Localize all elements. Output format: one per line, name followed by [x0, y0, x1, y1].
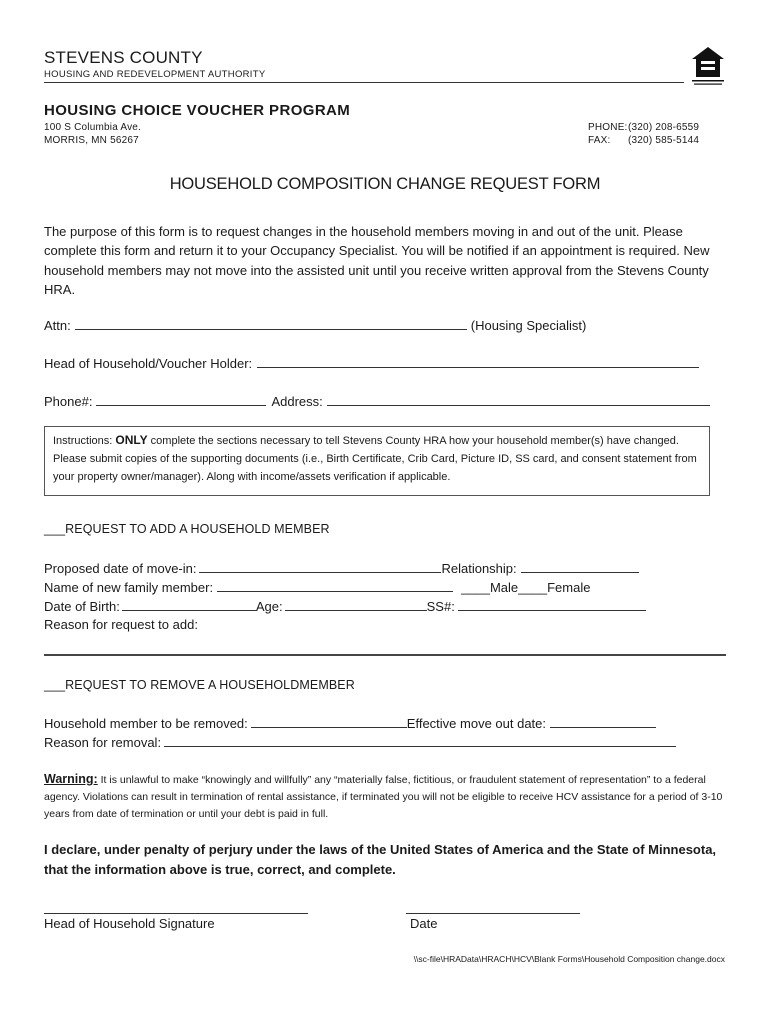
- contact-info: [588, 122, 699, 147]
- section-divider: [44, 654, 726, 656]
- remove-member-input[interactable]: [251, 715, 407, 728]
- instructions-label: Instructions:: [53, 435, 113, 447]
- mailing-address: [44, 122, 141, 147]
- relationship-label: Relationship:: [441, 561, 517, 576]
- phone-row: [588, 122, 699, 135]
- relationship-input[interactable]: [521, 560, 639, 573]
- add-member-heading: ___REQUEST TO ADD A HOUSEHOLD MEMBER: [44, 522, 330, 536]
- form-title: HOUSEHOLD COMPOSITION CHANGE REQUEST FORM: [169, 175, 601, 193]
- remove-reason-row: [44, 734, 676, 750]
- male-option[interactable]: ____Male: [461, 580, 519, 595]
- warning-paragraph: [44, 771, 734, 823]
- move-out-input[interactable]: [550, 715, 656, 728]
- attn-row: [44, 317, 586, 333]
- new-member-name-label: Name of new family member:: [44, 580, 214, 595]
- phone-value: (320) 208-6559: [628, 122, 700, 133]
- new-member-name-input[interactable]: [217, 579, 453, 592]
- address-input[interactable]: [327, 393, 710, 406]
- warning-label: Warning:: [44, 772, 98, 786]
- move-in-input[interactable]: [199, 560, 441, 573]
- remove-reason-label: Reason for removal:: [44, 735, 162, 750]
- address-line-2: MORRIS, MN 56267: [44, 134, 139, 146]
- agency-subtitle: HOUSING AND REDEVELOPMENT AUTHORITY: [44, 69, 266, 80]
- date-signature-line[interactable]: [406, 913, 580, 914]
- hoh-row: [44, 355, 699, 371]
- instructions-text: complete the sections necessary to tell Stevens County HRA how your household member(s) have changed. Please submit copies of the supporting documents (i.e., Birth Certificate, Crib Card, Picture ID, SS card, and consent statement from your property owner/manager). Along with income/assets verification if applicable.: [53, 435, 697, 483]
- header-divider: [44, 82, 684, 83]
- attn-label: Attn:: [44, 318, 71, 333]
- phone-label: PHONE:: [588, 122, 628, 133]
- fax-label: FAX:: [588, 134, 611, 146]
- hoh-input[interactable]: [257, 355, 699, 368]
- ss-input[interactable]: [458, 598, 646, 611]
- program-title: HOUSING CHOICE VOUCHER PROGRAM: [44, 102, 351, 119]
- dob-row: [44, 598, 646, 614]
- file-path-footer: \\sc-file\HRAData\HRACH\HCV\Blank Forms\Household Composition change.docx: [413, 954, 725, 964]
- add-reason-label: Reason for request to add:: [44, 617, 198, 632]
- equal-housing-opportunity-icon: [690, 45, 726, 87]
- instructions-box: [44, 426, 710, 496]
- instructions-only: ONLY: [115, 433, 148, 447]
- move-out-label: Effective move out date:: [406, 716, 547, 731]
- ss-label: SS#:: [426, 599, 455, 614]
- agency-name: STEVENS COUNTY: [44, 48, 203, 67]
- remove-member-row: [44, 715, 656, 731]
- move-in-label: Proposed date of move-in:: [44, 561, 197, 576]
- address-line-1: 100 S Columbia Ave.: [44, 122, 142, 133]
- age-label: Age:: [255, 599, 283, 614]
- phone-field-label: Phone#:: [44, 394, 93, 409]
- purpose-paragraph: The purpose of this form is to request changes in the household members moving in and out of the unit. Please complete this form and return it to your Occupancy Specialist. You will be notified if an appointment is required. New household members may not move into the assisted unit until you receive written approval from the Stevens County HRA.: [44, 224, 710, 297]
- fax-row: [588, 135, 699, 148]
- hoh-signature-line[interactable]: [44, 913, 308, 914]
- attn-input[interactable]: [75, 317, 467, 330]
- remove-member-heading: ___REQUEST TO REMOVE A HOUSEHOLDMEMBER: [44, 678, 355, 692]
- fax-value: (320) 585-5144: [628, 134, 700, 146]
- address-field-label: Address:: [271, 394, 323, 409]
- hoh-label: Head of Household/Voucher Holder:: [44, 356, 253, 371]
- phone-address-row: [44, 393, 710, 409]
- age-input[interactable]: [285, 598, 427, 611]
- perjury-declaration: I declare, under penalty of perjury under the laws of the United States of America and the State of Minnesota, that the information above is true, correct, and complete.: [44, 842, 717, 877]
- move-in-row: [44, 560, 639, 576]
- remove-reason-input[interactable]: [164, 734, 676, 747]
- date-label: Date: [410, 916, 438, 931]
- attn-suffix: (Housing Specialist): [470, 318, 587, 333]
- hoh-signature-label: Head of Household Signature: [44, 916, 215, 931]
- add-reason-row: [44, 617, 198, 632]
- phone-input[interactable]: [96, 393, 266, 406]
- warning-text: It is unlawful to make “knowingly and willfully” any “materially false, fictitious, or fraudulent statement of representation” to a federal agency. Violations can result in termination of rental assistance, if terminated you will not be eligible to receive HCV assistance for a period of 3-10 years from date of termination or until your debt is paid in full.: [44, 774, 723, 820]
- new-member-name-row: [44, 579, 590, 595]
- female-option[interactable]: ____Female: [518, 580, 591, 595]
- dob-input[interactable]: [122, 598, 256, 611]
- dob-label: Date of Birth:: [44, 599, 120, 614]
- remove-member-label: Household member to be removed:: [44, 716, 248, 731]
